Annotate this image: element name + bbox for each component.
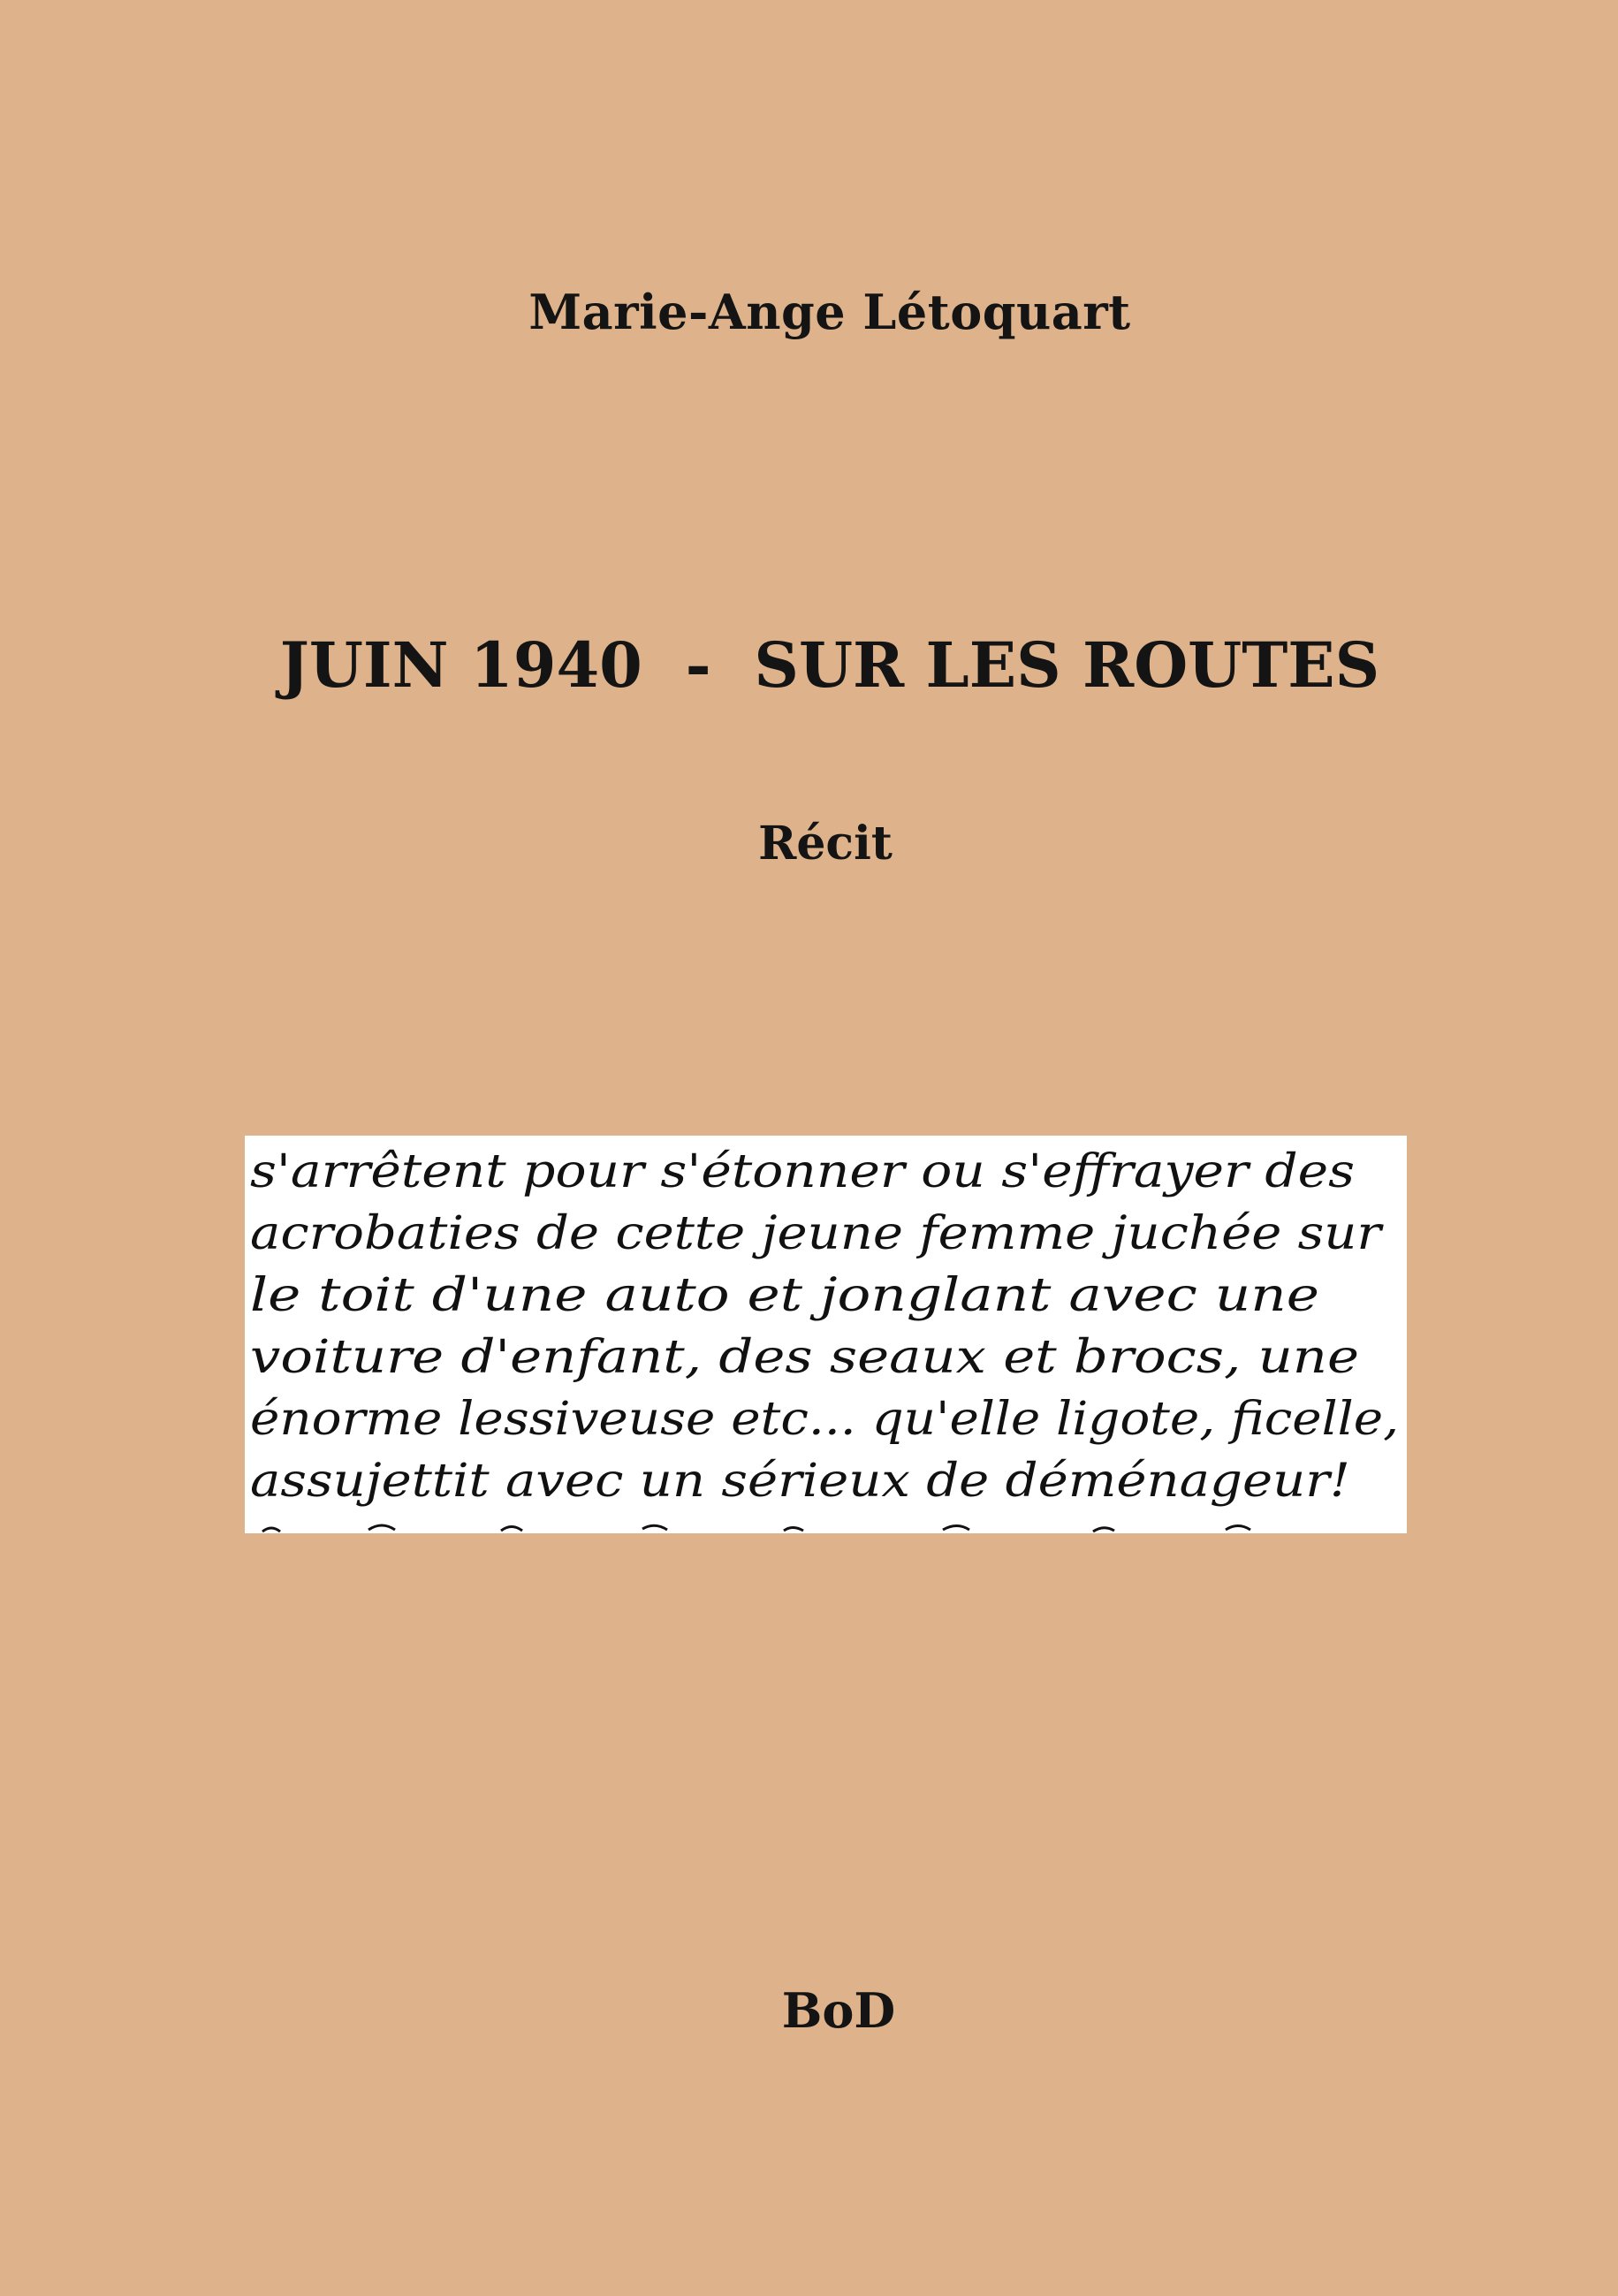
book-genre: Récit [758, 817, 893, 871]
author-name: Marie-Ange Létoquart [528, 284, 1131, 340]
publisher-name: BoD [781, 1982, 896, 2039]
manuscript-line: voiture d'enfant, des seaux et brocs, une [250, 1331, 1359, 1384]
manuscript-line: énorme lessiveuse etc... qu'elle ligote, ficelle, [250, 1393, 1399, 1446]
cut-off-handwriting-strokes [262, 1525, 1250, 1532]
manuscript-line: assujettit avec un sérieux de déménageur! [250, 1455, 1350, 1508]
manuscript-line: acrobaties de cette jeune femme juchée sur [250, 1207, 1385, 1260]
manuscript-line: s'arrêtent pour s'étonner ou s'effrayer des [250, 1145, 1355, 1198]
handwritten-manuscript-image [245, 1136, 1407, 1533]
book-title: JUIN 1940 - SUR LES ROUTES [279, 628, 1380, 702]
manuscript-line: le toit d'une auto et jonglant avec une [250, 1269, 1319, 1322]
